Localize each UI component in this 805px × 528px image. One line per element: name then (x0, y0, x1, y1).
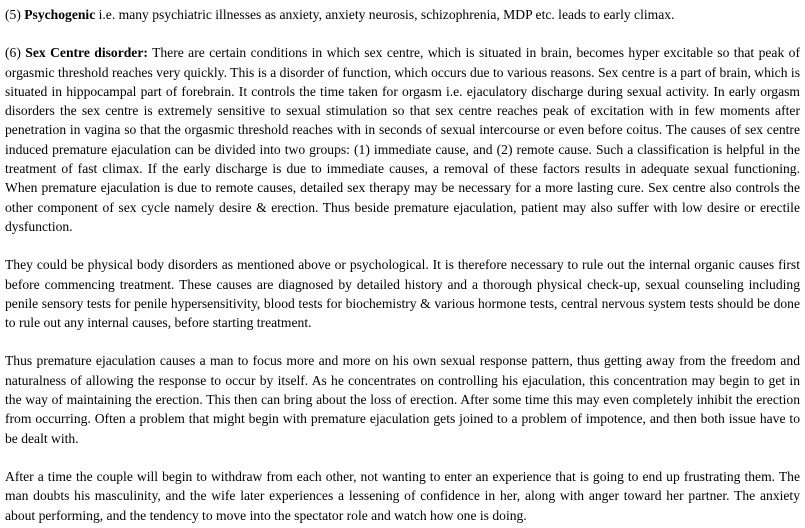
paragraph-text: There are certain conditions in which sex centre, which is situated in brain, becomes hyper excitable so that peak of orgasmic threshold reaches very quickly. This is a disorder of function, which occurs due to various reasons. Sex centre is a part of brain, which is situated in hippocampal part of forebrain. It controls the time taken for orgasm i.e. ejaculatory discharge during sexual activity. In early orgasm disorders the sex centre is extremely sensitive to sexual stimulation so that sex centre reaches peak of excitation with in few moments after penetration in vagina so that the orgasmic threshold reaches with in seconds of sexual intercourse or even before coitus. The causes of sex centre induced premature ejaculation can be divided into two groups: (1) immediate cause, and (2) remote cause. Such a classification is helpful in the treatment of fast climax. If the early discharge is due to immediate causes, a removal of these factors results in adequate sexual functioning. When premature ejaculation is due to remote causes, detailed sex therapy may be necessary for a more lasting cure. Sex centre also controls the other component of sex cycle namely desire & erection. Thus beside premature ejaculation, patient may also suffer with low desire or erectile dysfunction. (5, 45, 801, 234)
paragraph-sex-centre-disorder (5, 43, 800, 236)
item-heading: Sex Centre disorder: (25, 45, 148, 61)
item-number: (5) (5, 7, 25, 22)
paragraph-couple-withdraw (5, 467, 800, 525)
paragraph-text: After a time the couple will begin to withdraw from each other, not wanting to enter an experience that is going to end up frustrating them. The man doubts his masculinity, and the wife later experiences a lessening of confidence in her, along with anger toward her partner. The anxiety about performing, and the tendency to move into the spectator role and watch how one is doing. (5, 468, 800, 523)
paragraph-text: i.e. many psychiatric illnesses as anxiety, anxiety neurosis, schizophrenia, MDP etc. leads to early climax. (95, 7, 675, 22)
paragraph-psychogenic (5, 5, 800, 24)
item-heading: Psychogenic (24, 7, 96, 22)
paragraph-physical-or-psychological (5, 255, 800, 332)
paragraph-response-pattern (5, 351, 800, 447)
paragraph-text: They could be physical body disorders as mentioned above or psychological. It is therefore necessary to rule out the internal organic causes first before commencing treatment. These causes are diagnosed by detailed history and a thorough physical check-up, sexual counseling including penile sensory tests for penile hypersensitivity, blood tests for biochemistry & various hormone tests, central nervous system tests should be done to rule out any internal causes, before starting treatment. (5, 257, 800, 331)
item-number: (6) (5, 45, 26, 61)
paragraph-text: Thus premature ejaculation causes a man to focus more and more on his own sexual response pattern, thus getting away from the freedom and naturalness of allowing the response to occur by itself. As he concentrates on controlling his ejaculation, this concentration may begin to get in the way of maintaining the erection. This then can bring about the loss of erection. After some time this may even completely inhibit the erection from occurring. Often a problem that might begin with premature ejaculation gets joined to a problem of impotence, and then both issue have to be dealt with. (5, 353, 800, 446)
